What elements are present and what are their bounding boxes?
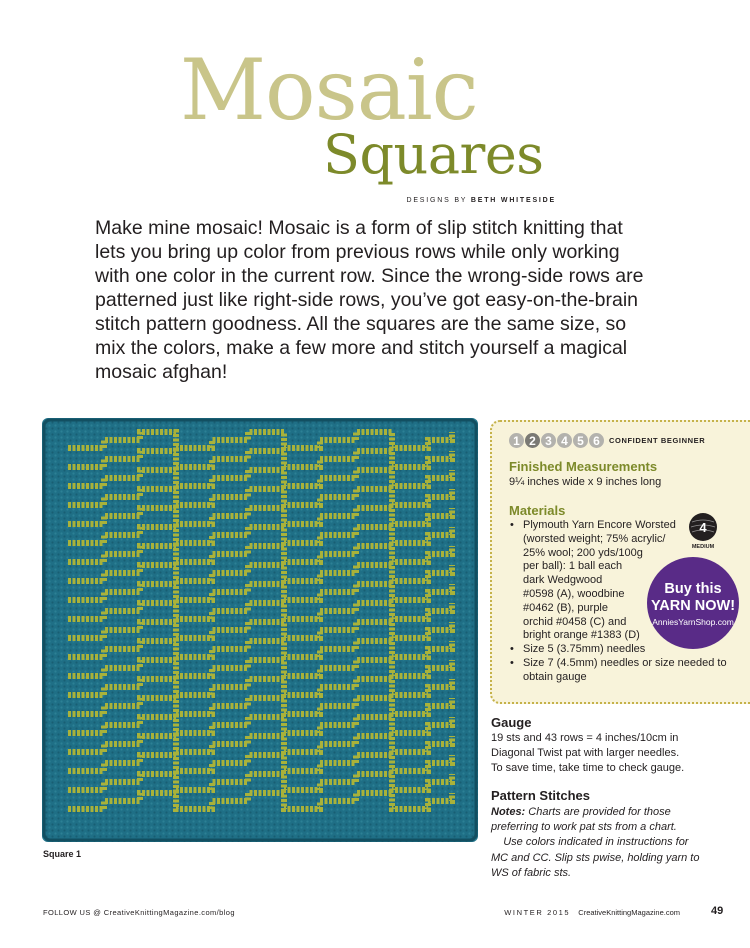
buy-badge-line-1: Buy this (664, 581, 722, 597)
finished-text: 9¼ inches wide x 9 inches long (509, 476, 662, 488)
skill-level-6: 6 (589, 433, 604, 448)
title-line-1: Mosaic (180, 41, 478, 139)
skill-level-1: 1 (509, 433, 524, 448)
skill-level-4: 4 (557, 433, 572, 448)
skill-level-3: 3 (541, 433, 556, 448)
material-item-yarn: • Plymouth Yarn Encore Worsted (worsted weight; 75% acrylic/ 25% wool; 200 yds/100g per ball): 1 ball each dark Wedgwood #0598 (A), woodbine #0462 (B), purple orchid #0458 (C) and bright orange #1383 (D) (507, 519, 727, 643)
knitted-square-photo (42, 418, 478, 842)
notes-label: Notes: (491, 806, 526, 818)
material-item-needles-5: • Size 5 (3.75mm) needles (507, 643, 727, 657)
byline (406, 197, 556, 204)
pattern-heading: Pattern Stitches (491, 788, 590, 803)
footer-site[interactable]: CreativeKnittingMagazine.com (578, 908, 680, 917)
intro-paragraph: Make mine mosaic! Mosaic is a form of slip stitch knitting that lets you bring up color from previous rows while only working with one color in the current row. Since the wrong-side rows are patterned just like right-side rows, you’ve got easy-on-the-brain stitch pattern goodness. All the squares are the same size, so mix the colors, make a few more and stitch yourself a magical mosaic afghan! (95, 217, 644, 383)
gauge-text: 19 sts and 43 rows = 4 inches/10cm in Diagonal Twist pat with larger needles. To save time, take time to check gauge. (491, 732, 685, 775)
materials-heading: Materials (509, 503, 566, 518)
buy-badge-site[interactable]: AnniesYarnShop.com (652, 617, 734, 627)
material-item-needles-7: • Size 7 (4.5mm) needles or size needed to obtain gauge (507, 657, 727, 685)
photo-caption: Square 1 (43, 849, 82, 859)
materials-sidebar (490, 420, 750, 704)
title-line-2: Squares (323, 123, 544, 186)
footer-issue (504, 908, 680, 917)
skill-label: CONFIDENT BEGINNER (609, 436, 706, 445)
footer-follow[interactable]: FOLLOW US @ CreativeKnittingMagazine.com/blog (43, 908, 235, 917)
finished-heading: Finished Measurements (509, 459, 658, 474)
footer-season: WINTER 2015 (504, 908, 571, 917)
byline-prefix: DESIGNS BY (406, 197, 468, 204)
buy-yarn-badge[interactable] (647, 557, 739, 649)
yarn-weight-icon (688, 512, 718, 550)
gauge-heading: Gauge (491, 715, 532, 730)
yarn-weight-number: 4 (699, 520, 707, 535)
page-number: 49 (711, 905, 724, 917)
skill-level-5: 5 (573, 433, 588, 448)
designer-name: BETH WHITESIDE (470, 197, 556, 204)
buy-badge-line-2: YARN NOW! (650, 598, 736, 614)
skill-level (509, 433, 705, 448)
yarn-weight-label: MEDIUM (691, 544, 715, 550)
skill-level-2: 2 (525, 433, 540, 448)
pattern-notes: Notes: Charts are provided for those preferring to work pat sts from a chart. Use colors indicated in instructions for MC and CC. Slip sts pwise, holding yarn to WS of fabric sts. (491, 806, 700, 879)
